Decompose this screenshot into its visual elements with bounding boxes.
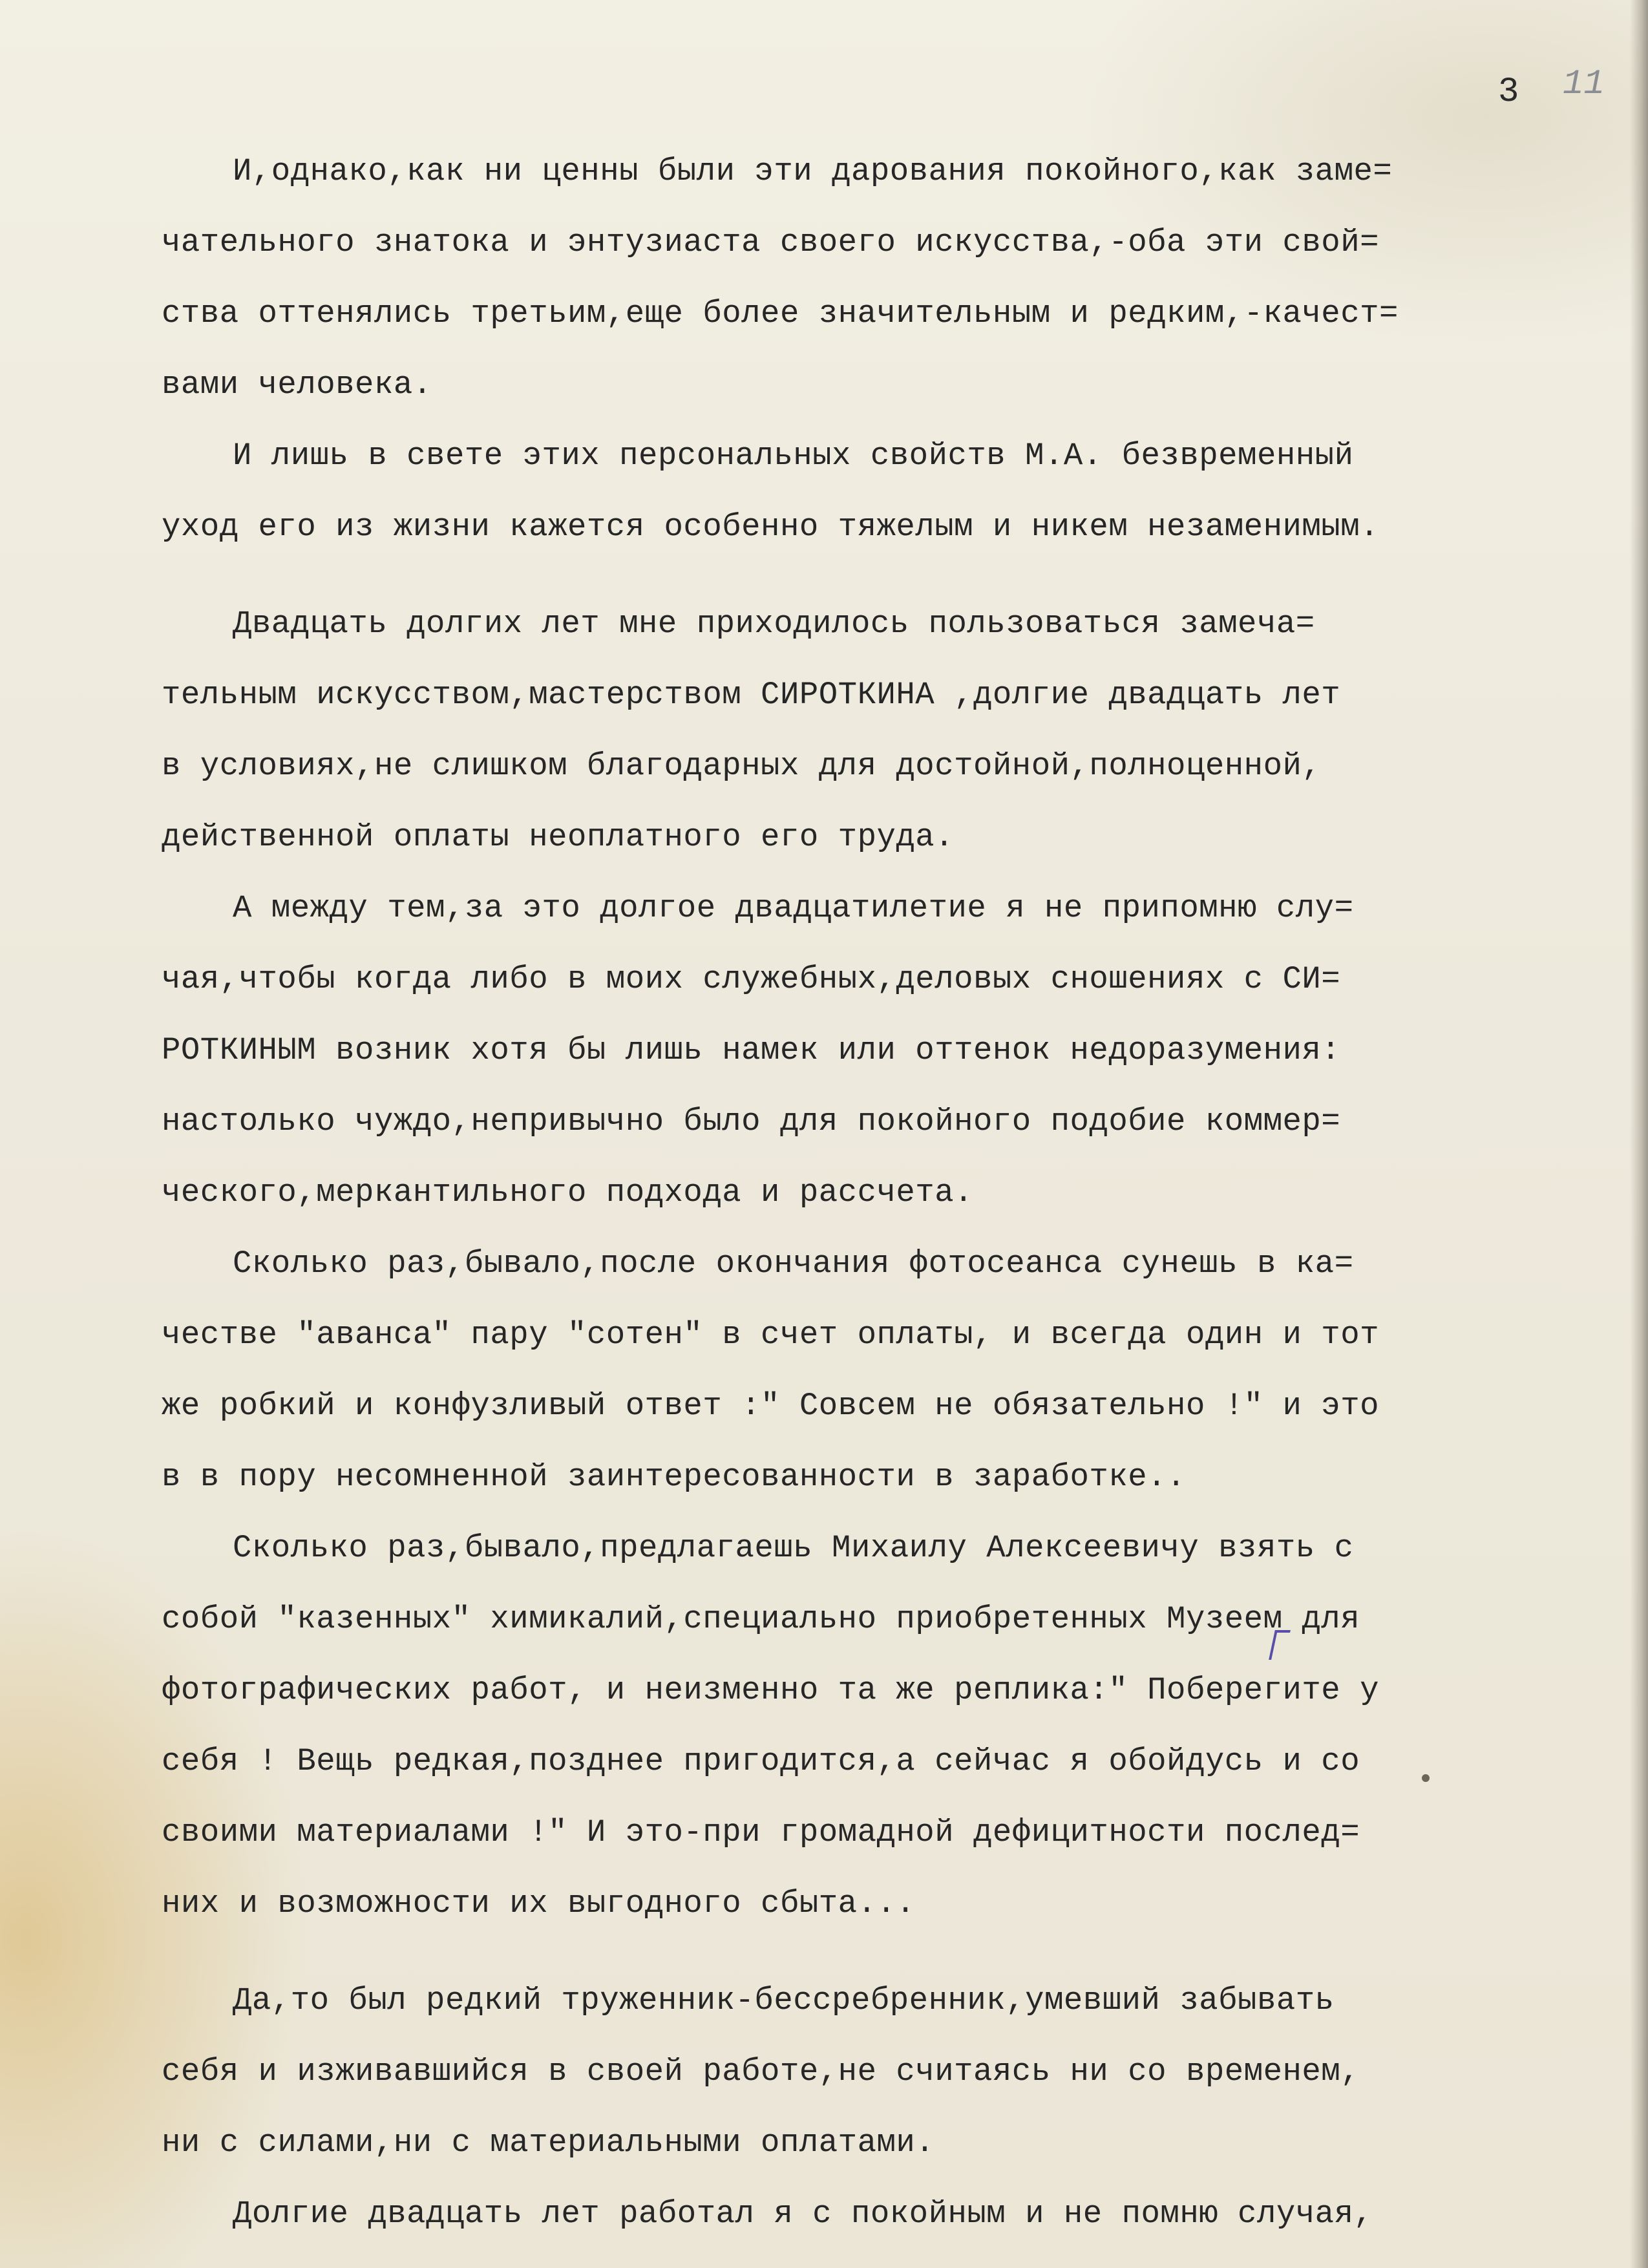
paragraph-7 [162, 1965, 1570, 2178]
text-line: А между тем,за это долгое двадцатилетие я не припомню слу= [233, 890, 1354, 926]
text-line: ческого,меркантильного подхода и рассчета. [162, 1174, 974, 1211]
paragraph-4 [162, 873, 1570, 1228]
text-line: И,однако,как ни ценны были эти дарования покойного,как заме= [233, 153, 1393, 189]
text-line: Сколько раз,бывало,после окончания фотосеанса сунешь в ка= [233, 1245, 1354, 1282]
text-line: ства оттенялись третьим,еще более значительным и редким,-качест= [162, 295, 1399, 332]
text-line: своими материалами !" И это-при громадной дефицитности послед= [162, 1814, 1360, 1850]
text-line: честве "аванса" пару "сотен" в счет оплаты, и всегда один и тот [162, 1317, 1380, 1353]
text-line: себя и изживавшийся в своей работе,не считаясь ни со временем, [162, 2053, 1360, 2090]
text-line: фотографических работ, и неизменно та же реплика:" Поберегите у [162, 1672, 1380, 1708]
text-line: в в пору несомненной заинтересованности в заработке.. [162, 1459, 1186, 1495]
paragraph-6 [162, 1512, 1570, 1939]
text-line: собой "казенных" химикалий,специально приобретенных Музеем для [162, 1601, 1360, 1637]
text-line: Да,то был редкий труженник-бессребренник,умевший забывать [233, 1982, 1335, 2019]
text-line: себя ! Вещь редкая,позднее пригодится,а сейчас я обойдусь и со [162, 1743, 1360, 1779]
text-line: РОТКИНЫМ возник хотя бы лишь намек или оттенок недоразумения: [162, 1032, 1341, 1068]
text-line: ни с силами,ни с материальными оплатами. [162, 2125, 935, 2161]
paragraph-5 [162, 1228, 1570, 1512]
text-line: в условиях,не слишком благодарных для достойной,полноценной, [162, 748, 1322, 784]
text-line: Долгие двадцать лет работал я с покойным и не помню случая, [233, 2196, 1373, 2232]
text-line: И лишь в свете этих персональных свойств М.А. безвременный [233, 438, 1354, 474]
text-line: них и возможности их выгодного сбыта... [162, 1885, 916, 1922]
text-line: настолько чуждо,непривычно было для покойного подобие коммер= [162, 1103, 1341, 1139]
corner-mark: 11 [1563, 65, 1605, 104]
paragraph-3 [162, 588, 1570, 873]
text-line: действенной оплаты неоплатного его труда. [162, 819, 955, 855]
paragraph-2 [162, 420, 1570, 562]
text-line: тельным искусством,мастерством СИРОТКИНА ,долгие двадцать лет [162, 677, 1341, 713]
text-line: уход его из жизни кажется особенно тяжелым и никем незаменимым. [162, 509, 1380, 545]
text-line: вами человека. [162, 366, 432, 403]
page-edge-shadow [1630, 0, 1648, 2268]
paragraph-8 [162, 2178, 1570, 2249]
typed-text [162, 136, 1570, 2249]
page-number: 3 [1498, 72, 1519, 112]
text-line: чая,чтобы когда либо в моих служебных,деловых сношениях с СИ= [162, 961, 1341, 997]
paragraph-1 [162, 136, 1570, 420]
text-line: Двадцать долгих лет мне приходилось пользоваться замеча= [233, 606, 1315, 642]
text-line: Сколько раз,бывало,предлагаешь Михаилу Алексеевичу взять с [233, 1530, 1354, 1566]
text-line: же робкий и конфузливый ответ :" Совсем не обязательно !" и это [162, 1388, 1380, 1424]
text-line: чательного знатока и энтузиаста своего искусства,-оба эти свой= [162, 224, 1380, 260]
